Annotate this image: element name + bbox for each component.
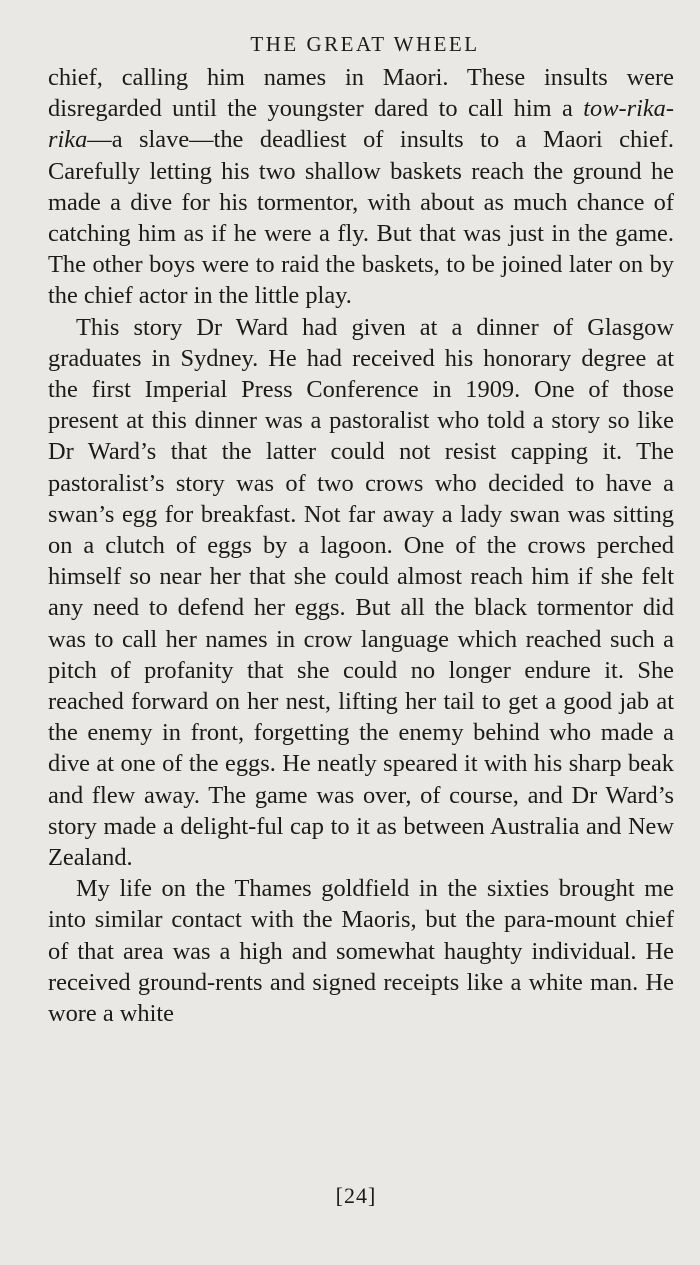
running-head: THE GREAT WHEEL <box>250 32 480 56</box>
paragraph-1 <box>48 62 674 312</box>
paragraph-2 <box>48 312 674 874</box>
body-text <box>48 62 674 1029</box>
paragraph-3 <box>48 873 674 1029</box>
text-segment: chief, calling him names in Maori. These insults were disregarded until the youngster dared to call him a <box>48 64 674 123</box>
text-segment: This story Dr Ward had given at a dinner of Glasgow graduates in Sydney. He had received his honorary degree at the first Imperial Press Conference in 1909. One of those present at this dinner was a pastoralist who told a story so like Dr Ward’s that the latter could not resist capping it. The pastoralist’s story was of two crows who decided to have a swan’s egg for breakfast. Not far away a lady swan was sitting on a clutch of eggs by a lagoon. One of the crows perched himself so near her that she could almost reach him if she felt any need to defend her eggs. But all the black tormentor did was to call her names in crow language which reached such a pitch of profanity that she could no longer endure it. She reached forward on her nest, lifting her tail to get a good jab at the enemy in front, forgetting the enemy behind who made a dive at one of the eggs. He neatly speared it with his sharp beak and flew away. The game was over, of course, and Dr Ward’s story made a delight-ful cap to it as between Australia and New Zealand. <box>48 313 674 872</box>
text-segment: My life on the Thames goldfield in the sixties brought me into similar contact with the Maoris, but the para-mount chief of that area was a high and somewhat haughty individual. He received ground-rents and signed receipts like a white man. He wore a white <box>48 875 674 1028</box>
italic-term: tow-rika-rika <box>48 95 674 154</box>
text-segment: —a slave—the deadliest of insults to a Maori chief. Carefully letting his two shallow baskets reach the ground he made a dive for his tormentor, with about as much chance of catching him as if he were a fly. But that was just in the game. The other boys were to raid the baskets, to be joined later on by the chief actor in the little play. <box>48 126 674 310</box>
page-number: [24] <box>335 1183 377 1208</box>
